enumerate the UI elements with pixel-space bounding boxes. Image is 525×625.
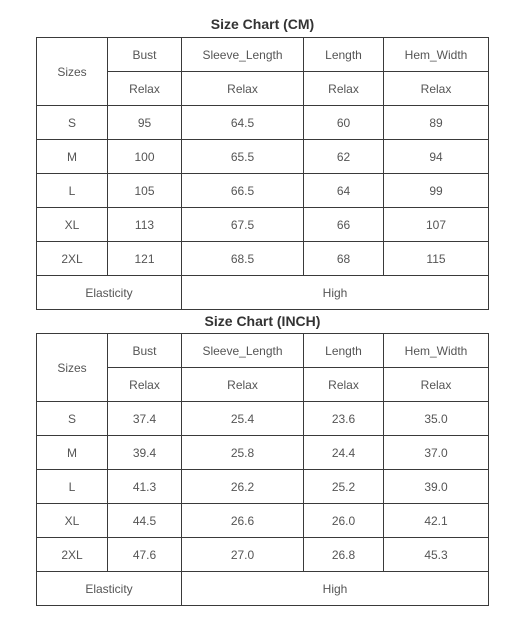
value-cell: 26.8: [304, 538, 384, 572]
table-row: [37, 470, 489, 504]
inch-size-table: [36, 333, 489, 606]
size-cell: L: [37, 174, 108, 208]
table-row: [37, 504, 489, 538]
sleeve-length-header: Sleeve_Length: [182, 334, 304, 368]
value-cell: 67.5: [182, 208, 304, 242]
hem-width-header: Hem_Width: [384, 38, 489, 72]
value-cell: 25.8: [182, 436, 304, 470]
fit-subheader: Relax: [304, 72, 384, 106]
value-cell: 26.6: [182, 504, 304, 538]
value-cell: 60: [304, 106, 384, 140]
value-cell: 100: [108, 140, 182, 174]
value-cell: 105: [108, 174, 182, 208]
value-cell: 25.2: [304, 470, 384, 504]
value-cell: 94: [384, 140, 489, 174]
table-row: [37, 174, 489, 208]
fit-subheader: Relax: [182, 368, 304, 402]
size-cell: M: [37, 436, 108, 470]
table-header-row: [37, 38, 489, 72]
elasticity-label: Elasticity: [37, 276, 182, 310]
value-cell: 66.5: [182, 174, 304, 208]
value-cell: 37.4: [108, 402, 182, 436]
sleeve-length-header: Sleeve_Length: [182, 38, 304, 72]
fit-subheader: Relax: [108, 368, 182, 402]
value-cell: 23.6: [304, 402, 384, 436]
sizes-header: Sizes: [37, 38, 108, 106]
length-header: Length: [304, 334, 384, 368]
size-cell: L: [37, 470, 108, 504]
value-cell: 26.0: [304, 504, 384, 538]
size-cell: S: [37, 106, 108, 140]
value-cell: 44.5: [108, 504, 182, 538]
table-row: [37, 538, 489, 572]
size-cell: 2XL: [37, 242, 108, 276]
table-header-row: [37, 334, 489, 368]
bust-header: Bust: [108, 38, 182, 72]
value-cell: 89: [384, 106, 489, 140]
size-cell: XL: [37, 504, 108, 538]
inch-chart-title: Size Chart (INCH): [204, 313, 321, 329]
fit-subheader: Relax: [384, 72, 489, 106]
fit-subheader: Relax: [182, 72, 304, 106]
value-cell: 39.0: [384, 470, 489, 504]
value-cell: 115: [384, 242, 489, 276]
fit-subheader: Relax: [108, 72, 182, 106]
fit-subheader: Relax: [384, 368, 489, 402]
table-row: [37, 140, 489, 174]
value-cell: 107: [384, 208, 489, 242]
size-cell: XL: [37, 208, 108, 242]
value-cell: 24.4: [304, 436, 384, 470]
fit-subheader: Relax: [304, 368, 384, 402]
hem-width-header: Hem_Width: [384, 334, 489, 368]
value-cell: 27.0: [182, 538, 304, 572]
value-cell: 42.1: [384, 504, 489, 538]
value-cell: 66: [304, 208, 384, 242]
value-cell: 113: [108, 208, 182, 242]
value-cell: 62: [304, 140, 384, 174]
table-row: [37, 208, 489, 242]
value-cell: 95: [108, 106, 182, 140]
elasticity-value: High: [182, 572, 489, 606]
table-row: [37, 402, 489, 436]
value-cell: 64.5: [182, 106, 304, 140]
elasticity-label: Elasticity: [37, 572, 182, 606]
value-cell: 35.0: [384, 402, 489, 436]
size-cell: S: [37, 402, 108, 436]
cm-size-table: [36, 37, 489, 310]
value-cell: 39.4: [108, 436, 182, 470]
value-cell: 37.0: [384, 436, 489, 470]
size-cell: 2XL: [37, 538, 108, 572]
value-cell: 121: [108, 242, 182, 276]
value-cell: 64: [304, 174, 384, 208]
value-cell: 68.5: [182, 242, 304, 276]
bust-header: Bust: [108, 334, 182, 368]
elasticity-value: High: [182, 276, 489, 310]
value-cell: 25.4: [182, 402, 304, 436]
length-header: Length: [304, 38, 384, 72]
value-cell: 41.3: [108, 470, 182, 504]
elasticity-row: [37, 572, 489, 606]
size-cell: M: [37, 140, 108, 174]
value-cell: 47.6: [108, 538, 182, 572]
value-cell: 99: [384, 174, 489, 208]
value-cell: 65.5: [182, 140, 304, 174]
value-cell: 45.3: [384, 538, 489, 572]
value-cell: 68: [304, 242, 384, 276]
elasticity-row: [37, 276, 489, 310]
table-row: [37, 106, 489, 140]
table-row: [37, 242, 489, 276]
value-cell: 26.2: [182, 470, 304, 504]
table-row: [37, 436, 489, 470]
sizes-header: Sizes: [37, 334, 108, 402]
cm-chart-title: Size Chart (CM): [210, 16, 315, 32]
